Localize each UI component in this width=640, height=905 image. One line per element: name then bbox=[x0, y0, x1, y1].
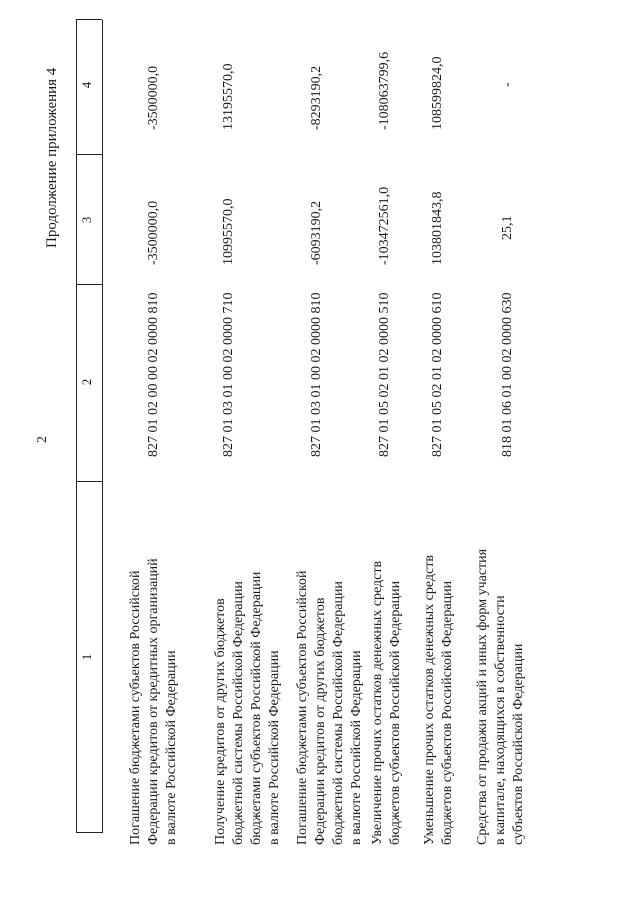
header-bottom-rule bbox=[102, 20, 103, 833]
row-code: 827 01 03 01 00 02 0000 710 bbox=[221, 292, 236, 457]
row-code: 827 01 05 02 01 02 0000 510 bbox=[377, 292, 392, 457]
row-name: Получение кредитов от других бюджетов бюджетной системы Российской Федерации бюджетами субъектов Российской Федерации в валюте Российской Федерации bbox=[213, 571, 282, 845]
row-value-col3: 10995570,0 bbox=[221, 198, 236, 265]
row-value-col3: 25,1 bbox=[500, 215, 515, 240]
header-divider bbox=[76, 284, 102, 285]
row-name: Увеличение прочих остатков денежных средств бюджетов субъектов Российской Федерации bbox=[370, 560, 403, 845]
row-value-col3: -3500000,0 bbox=[146, 200, 161, 265]
row-value-col3: -103472561,0 bbox=[377, 186, 392, 265]
column-header-1: 1 bbox=[79, 653, 94, 661]
column-header-4: 4 bbox=[79, 81, 94, 89]
column-header-3: 3 bbox=[79, 216, 94, 224]
row-value-col4: 13195570,0 bbox=[221, 63, 236, 130]
row-code: 827 01 05 02 01 02 0000 610 bbox=[430, 292, 445, 457]
header-divider bbox=[76, 154, 102, 155]
row-name: Уменьшение прочих остатков денежных средств бюджетов субъектов Российской Федерации bbox=[422, 555, 455, 845]
row-value-col4: -8293190,2 bbox=[309, 65, 324, 130]
row-value-col4: -3500000,0 bbox=[146, 65, 161, 130]
page-number: 2 bbox=[35, 436, 50, 443]
row-code: 827 01 02 00 00 02 0000 810 bbox=[146, 292, 161, 457]
continuation-label: Продолжение приложения 4 bbox=[44, 67, 60, 248]
header-divider bbox=[76, 832, 102, 833]
row-name: Средства от продажи акций и иных форм участия в капитале, находящихся в собственности субъектов Российской Федерации bbox=[475, 548, 526, 845]
row-name: Погашение бюджетами субъектов Российской Федерации кредитов от кредитных организаций в валюте Российской Федерации bbox=[128, 558, 179, 845]
row-value-col3: -6093190,2 bbox=[309, 200, 324, 265]
budget-table bbox=[0, 5, 640, 845]
row-value-col4: -108063799,6 bbox=[377, 51, 392, 130]
header-divider bbox=[76, 481, 102, 482]
row-code: 827 01 03 01 00 02 0000 810 bbox=[309, 292, 324, 457]
row-code: 818 01 06 01 00 02 0000 630 bbox=[500, 292, 515, 457]
row-value-col4: - bbox=[500, 82, 515, 87]
row-name: Погашение бюджетами субъектов Российской Федерации кредитов от других бюджетов бюджетной системы Российской Федерации в валюте Российской Федерации bbox=[295, 570, 364, 845]
column-header-2: 2 bbox=[79, 378, 94, 386]
row-value-col3: 103801843,8 bbox=[430, 191, 445, 265]
header-divider bbox=[76, 19, 102, 20]
header-top-rule bbox=[76, 20, 77, 833]
row-value-col4: 108599824,0 bbox=[430, 56, 445, 130]
